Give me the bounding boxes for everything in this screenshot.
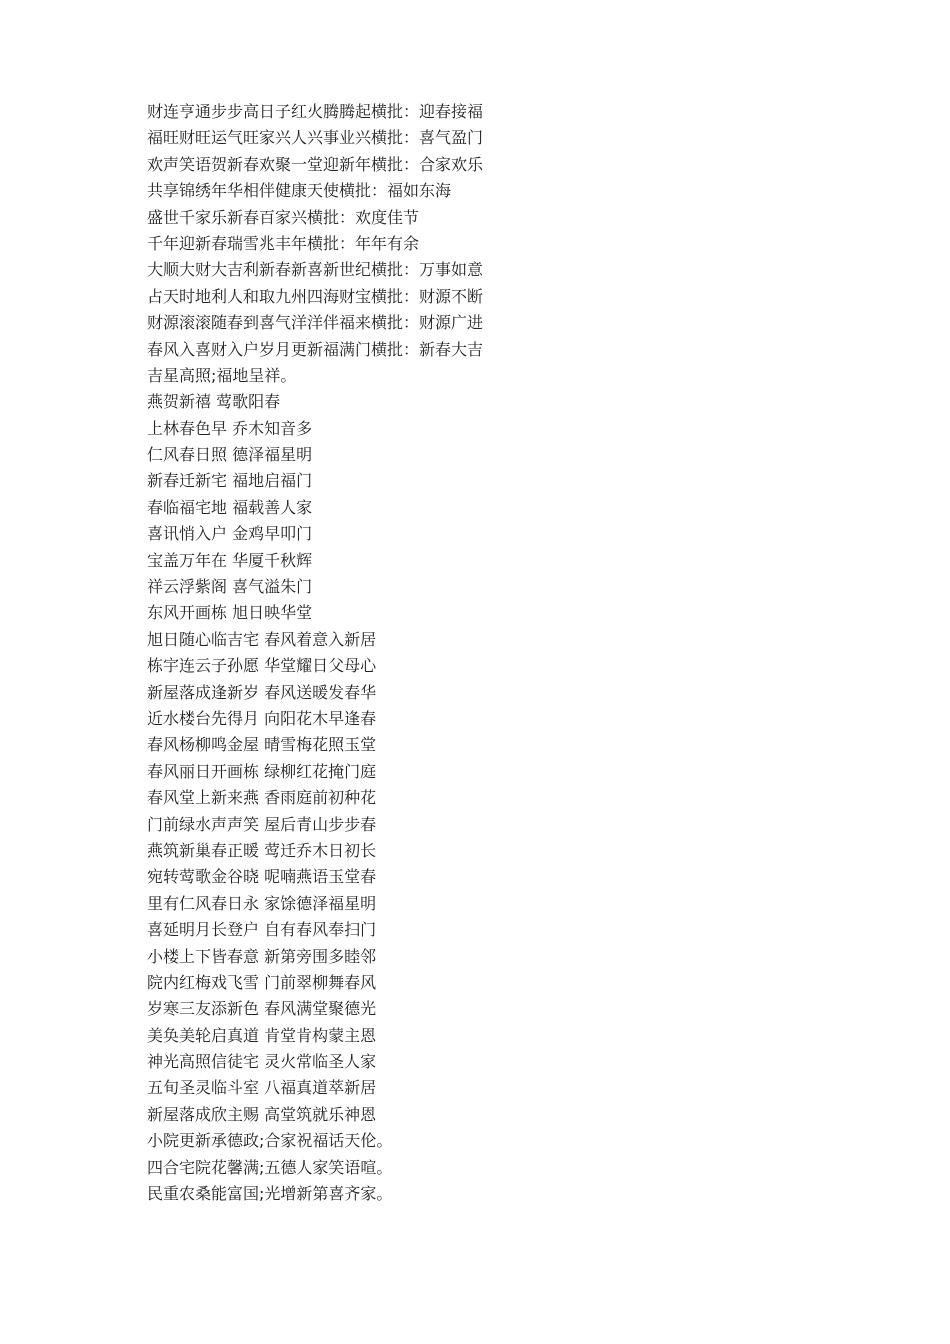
text-line: 民重农桑能富国;光增新第喜齐家。 [147,1184,393,1204]
text-line: 祥云浮紫阁 喜气溢朱门 [147,577,313,597]
text-line: 欢声笑语贺新春欢聚一堂迎新年横批：合家欢乐 [147,154,484,174]
text-line: 栋宇连云子孙愿 华堂耀日父母心 [147,656,377,676]
text-line: 宝盖万年在 华厦千秋辉 [147,550,313,570]
text-line: 新春迁新宅 福地启福门 [147,471,313,491]
text-line: 五旬圣灵临斗室 八福真道萃新居 [147,1078,377,1098]
text-line: 院内红梅戏飞雪 门前翠柳舞春风 [147,972,377,992]
text-line: 近水楼台先得月 向阳花木早逢春 [147,708,377,728]
text-line: 大顺大财大吉利新春新喜新世纪横批：万事如意 [147,260,484,280]
text-line: 福旺财旺运气旺家兴人兴事业兴横批：喜气盈门 [147,128,484,148]
text-line: 神光高照信徒宅 灵火常临圣人家 [147,1052,377,1072]
text-line: 春风入喜财入户岁月更新福满门横批：新春大吉 [147,339,484,359]
text-line: 上林春色早 乔木知音多 [147,418,313,438]
text-line: 门前绿水声声笑 屋后青山步步春 [147,814,377,834]
text-line: 燕贺新禧 莺歌阳春 [147,392,281,412]
text-line: 岁寒三友添新色 春风满堂聚德光 [147,999,377,1019]
text-line: 春临福宅地 福载善人家 [147,497,313,517]
text-line: 共享锦绣年华相伴健康天使横批：福如东海 [147,181,452,201]
text-line: 新屋落成逢新岁 春风送暖发春华 [147,682,377,702]
text-line: 宛转莺歌金谷晓 呢喃燕语玉堂春 [147,867,377,887]
text-line: 四合宅院花馨满;五德人家笑语喧。 [147,1157,393,1177]
text-line: 财连亨通步步高日子红火腾腾起横批：迎春接福 [147,102,484,121]
text-line: 财源滚滚随春到喜气洋洋伴福来横批：财源广进 [147,313,484,333]
text-line: 东风开画栋 旭日映华堂 [147,603,313,623]
text-line: 里有仁风春日永 家馀德泽福星明 [147,893,377,913]
text-line: 盛世千家乐新春百家兴横批：欢度佳节 [147,207,420,227]
text-line: 美奂美轮启真道 肯堂肯构蒙主恩 [147,1025,377,1045]
text-line: 春风堂上新来燕 香雨庭前初种花 [147,788,377,808]
text-line: 千年迎新春瑞雪兆丰年横批：年年有余 [147,233,420,253]
text-line: 小院更新承德政;合家祝福话天伦。 [147,1131,393,1151]
document-body [147,99,847,1207]
text-line: 吉星高照;福地呈祥。 [147,365,297,385]
text-line: 新屋落成欣主赐 高堂筑就乐神恩 [147,1104,377,1124]
text-line: 春风丽日开画栋 绿柳红花掩门庭 [147,761,377,781]
text-line: 燕筑新巢春正暖 莺迁乔木日初长 [147,840,377,860]
text-line: 春风杨柳鸣金屋 晴雪梅花照玉堂 [147,735,377,755]
text-line: 小楼上下皆春意 新第旁围多睦邻 [147,946,377,966]
text-line: 仁风春日照 德泽福星明 [147,445,313,465]
text-line: 占天时地利人和取九州四海财宝横批：财源不断 [147,286,484,306]
text-line: 旭日随心临吉宅 春风着意入新居 [147,629,377,649]
text-line: 喜延明月长登户 自有春风奉扫门 [147,920,377,940]
text-line: 喜讯悄入户 金鸡早叩门 [147,524,313,544]
